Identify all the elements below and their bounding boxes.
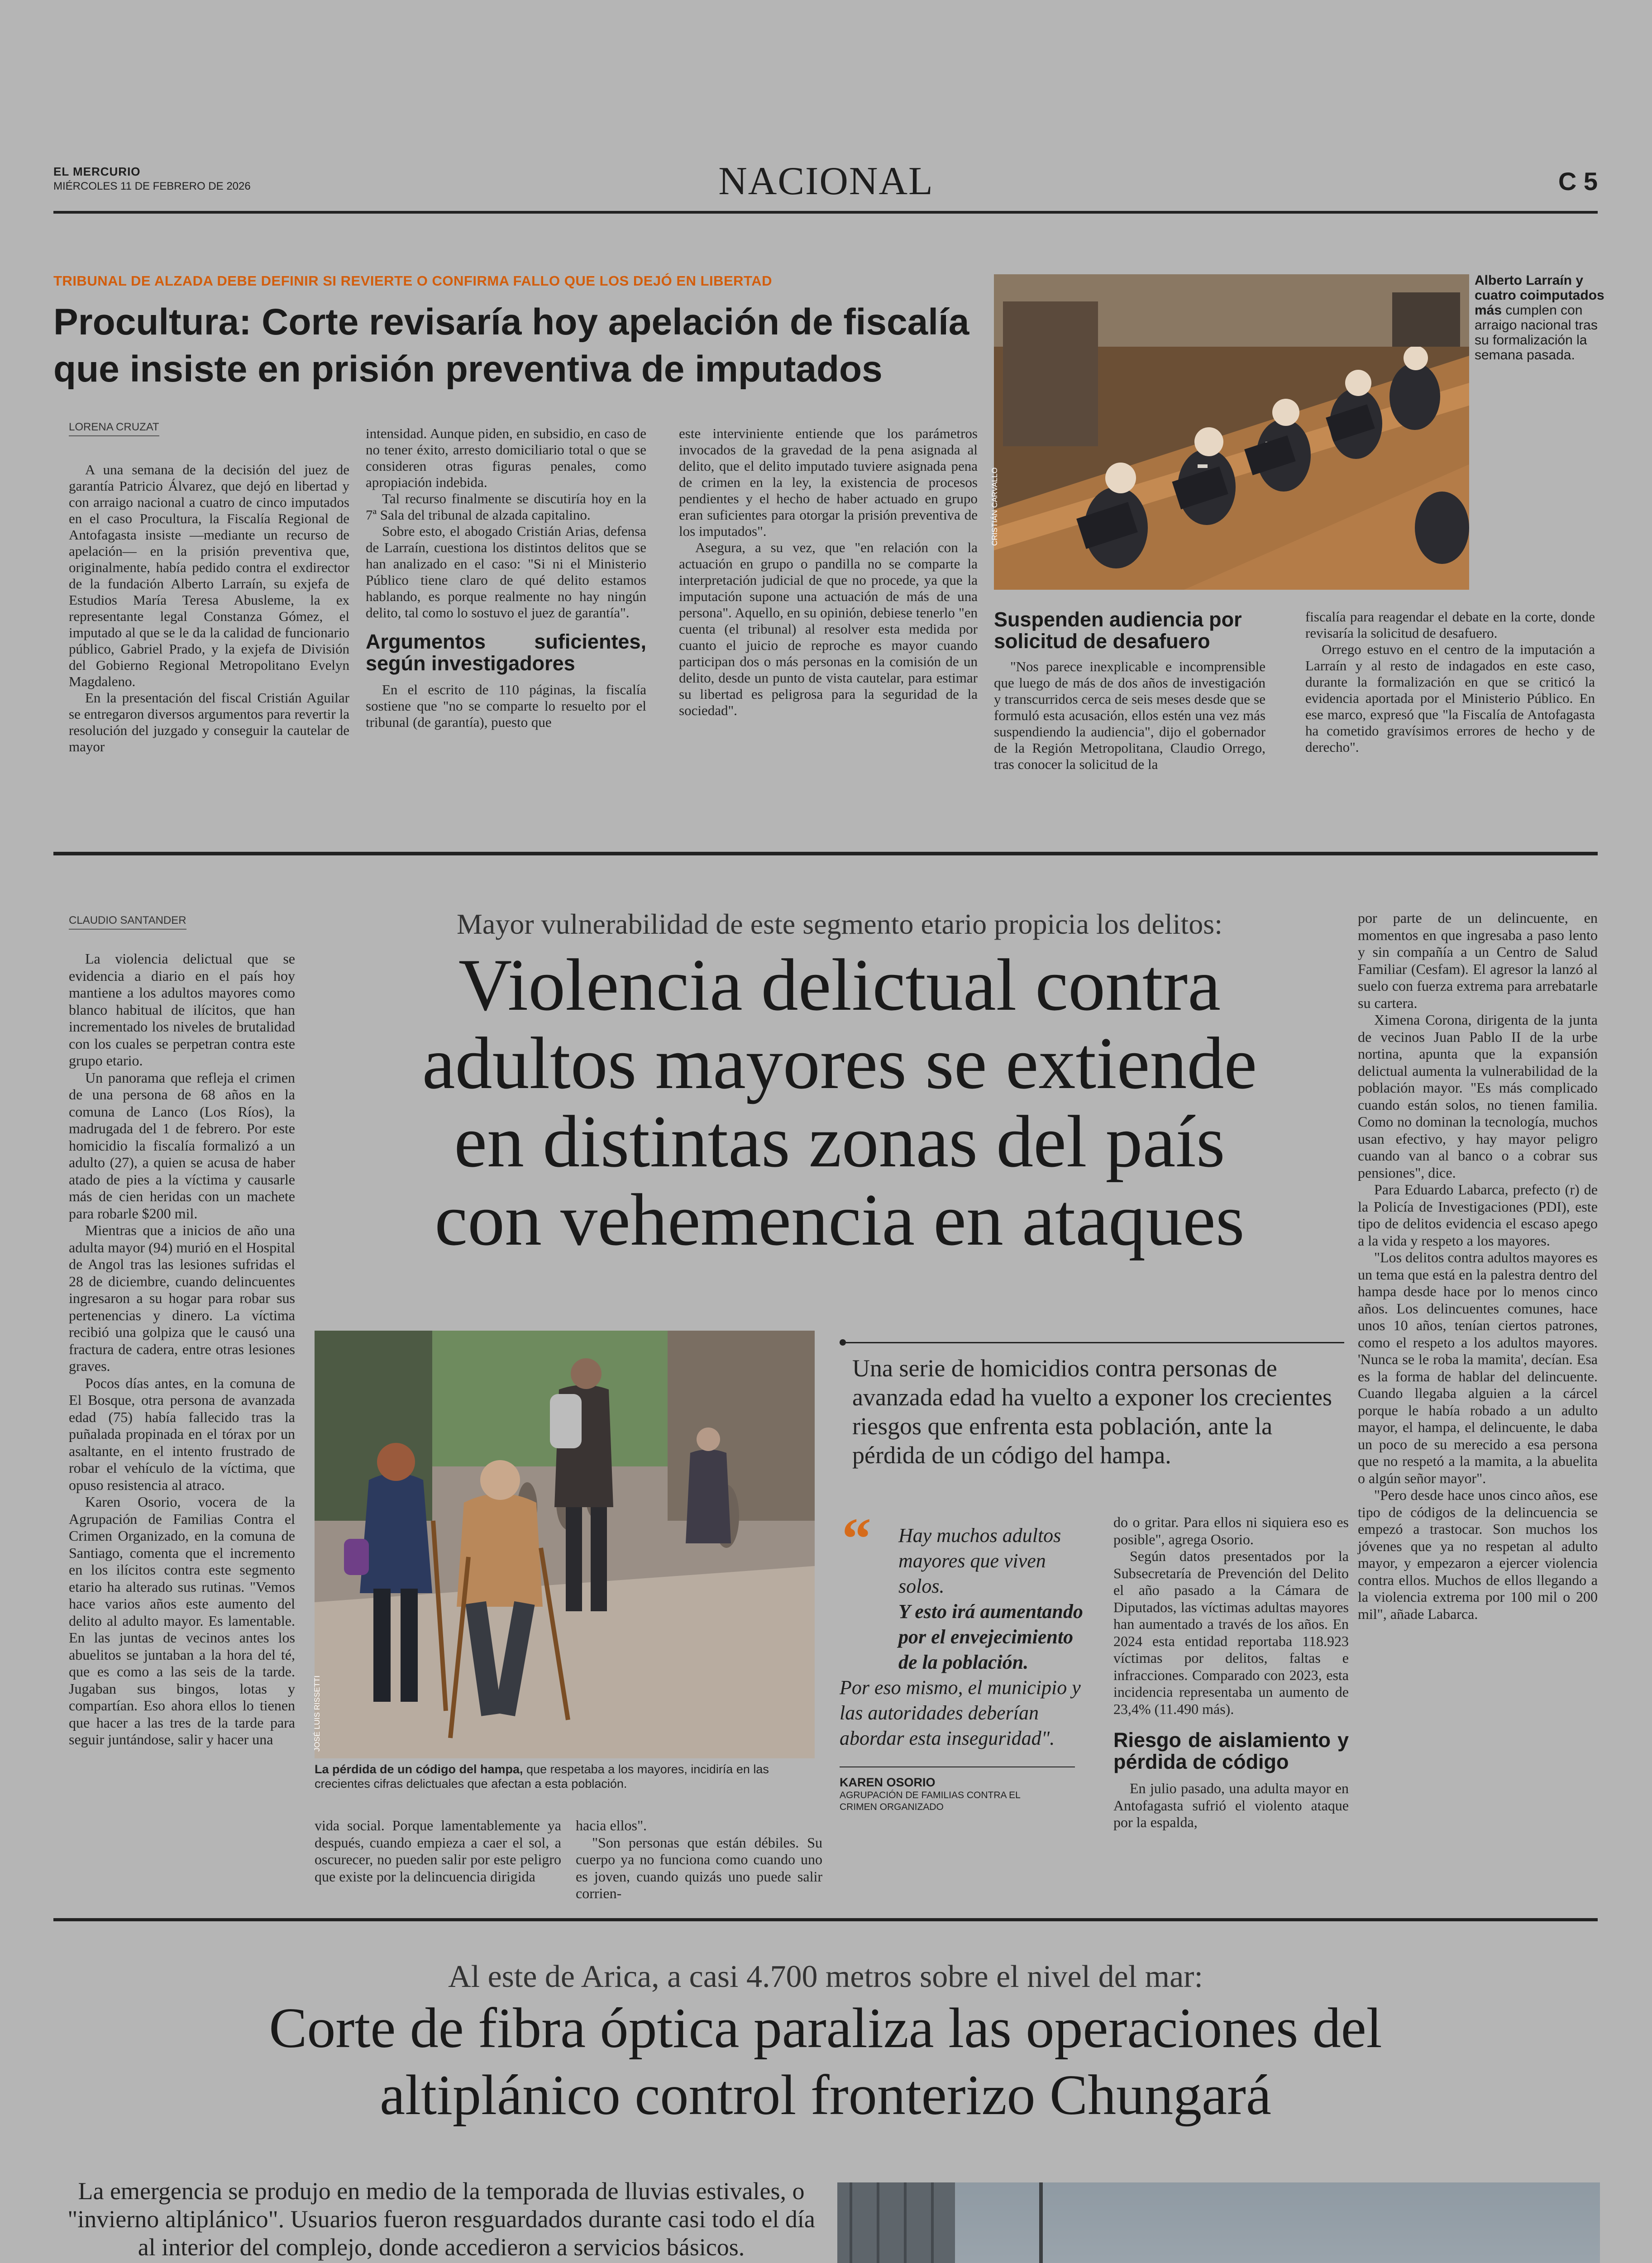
border-trucks-illustration — [837, 2182, 1600, 2263]
story1-col1-p1: A una semana de la decisión del juez de garantía Patricio Álvarez, que dejó en libertad y con arraigo nacional a cuatro de cinco imputados en el caso Procultura, la Fiscalía Regional de Antofagasta insiste —mediante un recurso de apelación— en la prisión preventiva que, originalmente, había pedido contra el exdirector de la fundación Alberto Larraín, su exjefa de Estudios María Teresa Abusleme, la ex representante legal Constanza Gómez, el imputado al que se le da la calidad de funcionario público, Gabriel Prado, y la exjefa de División del Gobierno Regional Metropolitano Evelyn Magdaleno. — [69, 462, 349, 689]
story2-photo-caption — [315, 1762, 817, 1791]
story2-mid-p1: do o gritar. Para ellos ni siquiera eso es posible", agrega Osorio. — [1113, 1514, 1349, 1547]
story2-left-p4: Pocos días antes, en la comuna de El Bosque, otra persona de avanzada edad (75) había fallecido tras la puñalada propinada en el tórax por un asaltante, en el intento frustrado de robar el vehículo de la víctima, que opuso resistencia al atraco. — [69, 1375, 295, 1493]
story1-headline-line1: Procultura: Corte revisaría hoy apelación de fiscalía — [53, 301, 969, 343]
story2-quote-role: AGRUPACIÓN DE FAMILIAS CONTRA EL CRIMEN ORGANIZADO — [840, 1790, 1021, 1812]
story2-pullquote — [840, 1506, 1093, 1813]
story1-col4 — [994, 609, 1265, 773]
story1-col3-p1: este interviniente entiende que los parámetros invocados de la gravedad de la pena asignada al delito, que el delito imputado tuviere asignada pena de crimen en la ley, la existencia de procesos pendientes y el hecho de haber actuado en grupo eran suficientes para otorgar la prisión preventiva de los imputados". — [679, 425, 978, 539]
story2-right-p2: Ximena Corona, dirigenta de la junta de vecinos Juan Pablo II de la urbe nortina, apunta que la expansión delictual aumenta la vulnerabilidad de la población mayor. "Es más complicado cuando están solos, no tienen familia. Como no dominan la tecnología, muchos usan efectivo, y hay mayor peligro cuando van al banco o a cobrar sus pensiones", dice. — [1358, 1012, 1598, 1181]
story2-quote-line2: Y esto irá aumentando por el envejecimiento de la población. — [898, 1600, 1083, 1673]
story1-col4-p1: "Nos parece inexplicable e incomprensible que luego de más de dos años de investigación y transcurridos cerca de seis meses desde que se formuló esta acusación, ellos estén una vez más suspendiendo la audiencia", dijo el gobernador de la Región Metropolitana, Claudio Orrego, tras conocer la solicitud de la — [994, 659, 1265, 772]
story1-col2-p2: Tal recurso finalmente se discutiría hoy en la 7ª Sala del tribunal de alzada capitalino. — [366, 491, 646, 523]
story2-headline-line4: con vehemencia en ataques — [434, 1179, 1245, 1261]
story2-headline — [317, 946, 1362, 1259]
story2-below-photo-a: vida social. Porque lamentablemente ya después, cuando empieza a caer el sol, a oscurecer, no pueden salir por este peligro que existe por la delincuencia dirigida — [315, 1817, 561, 1885]
story1-col2-p4: En el escrito de 110 páginas, la fiscalía sostiene que "no se comparte lo resuelto por el tribunal (de garantía), puesto que — [366, 682, 646, 730]
story1-col2 — [366, 425, 646, 730]
story2-photo-caption-bold: La pérdida de un código del hampa, — [315, 1762, 523, 1776]
story2-right-col — [1358, 910, 1598, 1623]
story2-right-p3: Para Eduardo Labarca, prefecto (r) de la Policía de Investigaciones (PDI), este tipo de delitos evidencia el escaso apego a la vida y respeto a los mayores. — [1358, 1181, 1598, 1249]
story3-headline-line2: altiplánico control fronterizo Chungará — [380, 2064, 1271, 2127]
story1-headline-line2: que insiste en prisión preventiva de imputados — [53, 349, 883, 390]
story1-headline — [53, 299, 986, 393]
story2-left-p2: Un panorama que refleja el crimen de una persona de 68 años en la comuna de Lanco (Los Ríos), la madrugada del 1 de febrero. Por este homicidio la fiscalía formalizó a un adulto (27), a quien se acusa de haber atado de pies a la víctima y causarle más de cien heridas con un machete para robarle $200 mil. — [69, 1069, 295, 1222]
story2-mid-p2: Según datos presentados por la Subsecretaría de Prevención del Delito el año pasado a la Cámara de Diputados, las víctimas adultas mayores han aumentado a través de los años. En 2024 esta entidad reportaba 118.923 víctimas por delitos, faltas e infracciones. Comparado con 2023, esta incidencia representaba un aumento de 23,4% (11.490 más). — [1113, 1548, 1349, 1717]
story2-quote-line1: Hay muchos adultos mayores que viven solos. — [898, 1524, 1061, 1597]
story2-headline-line1: Violencia delictual contra — [458, 944, 1221, 1026]
story2-below-photo-b — [576, 1817, 822, 1902]
story2-right-p1: por parte de un delincuente, en momentos en que ingresaba a paso lento y sin compañía a un Centro de Salud Familiar (Cesfam). El agresor la lanzó al suelo con fuerza extrema para arrebatarle su cartera. — [1358, 910, 1598, 1011]
story2-deck-text: Una serie de homicidios contra personas de avanzada edad ha vuelto a exponer los crecientes riesgos que enfrenta esta población, ante la pérdida de un código del hampa. — [852, 1355, 1332, 1469]
story2-left-p3: Mientras que a inicios de año una adulta mayor (94) murió en el Hospital de Angol tras las lesiones sufridas el 28 de diciembre, cuando delincuentes ingresaron a su hogar para robar sus pertenencias y dinero. La víctima recibió una golpiza que le causó una fractura de cadera, entre otras lesiones graves. — [69, 1222, 295, 1374]
story2-quote-name: KAREN OSORIO — [840, 1776, 936, 1789]
story1-col2-subhead: Argumentos suficientes, según investigadores — [366, 630, 646, 675]
story1-photo-caption-bold: Alberto Larraín y cuatro coimputados más — [1475, 273, 1604, 318]
page-number: C 5 — [1558, 167, 1598, 196]
story2-byline: CLAUDIO SANTANDER — [69, 914, 186, 930]
section-title: NACIONAL — [718, 159, 934, 203]
story2-bottom-rule — [53, 1918, 1598, 1921]
story1-photo-credit: CRISTIÁN CARVALLO — [990, 467, 999, 546]
story2-photo-credit: JOSÉ LUIS RISSETTI — [313, 1675, 321, 1752]
story1-col5-p2: Orrego estuvo en el centro de la imputación a Larraín y al resto de indagados en este caso, durante la formalización en que se criticó la evidencia aportada por el Ministerio Público. En ese marco, expresó que "la Fiscalía de Antofagasta ha cometido gravísimos errores de hecho y de derecho". — [1305, 641, 1595, 755]
story2-quote-line3: Por eso mismo, el municipio y las autoridades deberían abordar esta inseguridad". — [840, 1676, 1081, 1749]
story2-mid-p3: En julio pasado, una adulta mayor en Antofagasta sufrió el violento ataque por la espalda, — [1113, 1780, 1349, 1830]
courtroom-illustration — [994, 274, 1469, 590]
masthead-date: MIÉRCOLES 11 DE FEBRERO DE 2026 — [53, 180, 251, 192]
story2-below-photo-b-p1: hacia ellos". — [576, 1817, 647, 1833]
story1-col1-p2: En la presentación del fiscal Cristián Aguilar se entregaron diversos argumentos para revertir la resolución del juzgado y conseguir la cautelar de mayor — [69, 690, 349, 754]
story1-byline: LORENA CRUZAT — [69, 421, 159, 436]
story2-left-p1: La violencia delictual que se evidencia a diario en el país hoy mantiene a los adultos mayores como blanco habitual de ilícitos, que han incrementado los niveles de brutalidad con los cuales se perpetran contra este grupo etario. — [69, 950, 295, 1069]
story1-kicker: TRIBUNAL DE ALZADA DEBE DEFINIR SI REVIERTE O CONFIRMA FALLO QUE LOS DEJÓ EN LIBERTAD — [53, 273, 772, 289]
story2-headline-line2: adultos mayores se extiende — [422, 1022, 1257, 1104]
story1-col5-p1: fiscalía para reagendar el debate en la corte, donde revisaría la solicitud de desafuero. — [1305, 609, 1595, 641]
story3-headline — [53, 1995, 1598, 2129]
story2-quote-rule — [840, 1766, 1075, 1767]
story1-photo — [990, 274, 1469, 590]
story2-kicker: Mayor vulnerabilidad de este segmento etario propicia los delitos: — [457, 908, 1222, 940]
story3-headline-line1: Corte de fibra óptica paraliza las operaciones del — [269, 1997, 1382, 2060]
story3-photo — [837, 2182, 1600, 2263]
story2-left-col — [69, 950, 295, 1748]
story1-col2-p3: Sobre esto, el abogado Cristián Arias, defensa de Larraín, cuestiona los distintos delitos que se han analizado en el caso: "Si ni el Ministerio Público tiene claro de qué delito estamos hablando, es porque realmente no hay ningún delito, tal como lo sostuvo el juez de garantía". — [366, 523, 646, 621]
story1-col3-p2: Asegura, a su vez, que "en relación con la actuación en grupo o pandilla no se comparte la interpretación judicial de que no procede, ya que la imputación supone una actuación de más de una persona". Aquello, en su opinión, debiese tenerlo "en cuenta (el tribunal) al resolver esta medida por cuanto el juicio de reproche es mayor cuando participan dos o más personas en la comisión de un delito, desde un punto de vista cautelar, para estimar su libertad es peligrosa para la seguridad de la sociedad". — [679, 539, 978, 718]
quote-icon: “ — [842, 1506, 871, 1571]
story1-photo-caption-text: cumplen con arraigo nacional tras su formalización la semana pasada. — [1475, 303, 1598, 363]
story1-photo-caption — [1475, 273, 1606, 363]
story3-kicker: Al este de Arica, a casi 4.700 metros sobre el nivel del mar: — [448, 1959, 1203, 1994]
elderly-walkers-illustration — [315, 1331, 815, 1758]
story2-below-photo-c-p1: "Son personas que están débiles. Su cuerpo ya no funciona como cuando uno es joven, cuando quizás uno puede salir corrien- — [576, 1834, 822, 1901]
story2-deck-dot — [840, 1339, 846, 1346]
story2-left-p5: Karen Osorio, vocera de la Agrupación de Familias Contra el Crimen Organizado, en la comuna de Santiago, comenta que el incremento en los ilícitos contra este segmento etario ha alterado sus rutinas. "Vemos hace varios años este aumento del delito al adulto mayor. Es lamentable. En las juntas de vecinos antes los abuelitos se juntaban a la hora del té, que es como a las seis de la tarde. Jugaban sus bingos, lotas y compartían. Eso ahora ellos lo tienen que hacer a las tres de la tarde para seguir juntándose, salir y hacer una — [69, 1494, 295, 1747]
story2-mid-col — [1113, 1514, 1349, 1831]
story1-col1 — [69, 462, 349, 755]
story2-mid-subhead: Riesgo de aislamiento y pérdida de código — [1113, 1728, 1349, 1773]
story2-photo — [315, 1331, 815, 1758]
story3-deck: La emergencia se produjo en medio de la temporada de lluvias estivales, o "invierno altiplánico". Usuarios fueron resguardados durante casi todo el día al interior del complejo, donde accedieron a servicios básicos. — [67, 2177, 815, 2261]
masthead-paper: EL MERCURIO — [53, 165, 141, 178]
story2-deck-rule — [840, 1342, 1344, 1343]
story2-right-p5: "Pero desde hace unos cinco años, ese tipo de códigos de la delincuencia se empezó a trastocar. Son muchos los jóvenes que ya no respetan al adulto mayor, y empezaron a ejercer violencia contra ellos. Muchos de ellos llegando a la violencia extrema por 100 mil o 200 mil", añade Labarca. — [1358, 1487, 1598, 1622]
story1-col2-p1: intensidad. Aunque piden, en subsidio, en caso de no tener éxito, arresto domiciliario total o que se consideren otras figuras penales, como apropiación indebida. — [366, 425, 646, 490]
story1-bottom-rule — [53, 852, 1598, 855]
story1-col3 — [679, 425, 978, 719]
header-rule — [53, 211, 1598, 214]
story2-photo-caption-text: que respetaba a los mayores, incidiría en las crecientes cifras delictuales que afectan a esta población. — [315, 1762, 769, 1790]
story2-headline-line3: en distintas zonas del país — [454, 1101, 1225, 1183]
story1-col5 — [1305, 609, 1595, 755]
story2-right-p4: "Los delitos contra adultos mayores es un tema que está en la palestra dentro del hampa desde hace por lo menos cinco años. Los delincuentes comunes, hace unos 10 años, tenían ciertos patrones, como el respeto a los adultos mayores. 'Nunca se le roba la mamita', decían. Esa es la forma de hablar del delincuente. Cuando llegaba alguien a la cárcel porque le había robado a un adulto mayor, el hampa, el delincuente, le daba un poco de su merecido a esa persona que no respetó a la mamita, a la abuelita o algún señor mayor". — [1358, 1249, 1598, 1486]
story2-deck — [840, 1342, 1346, 1470]
story1-col4-subhead: Suspenden audiencia por solicitud de desafuero — [994, 608, 1242, 653]
